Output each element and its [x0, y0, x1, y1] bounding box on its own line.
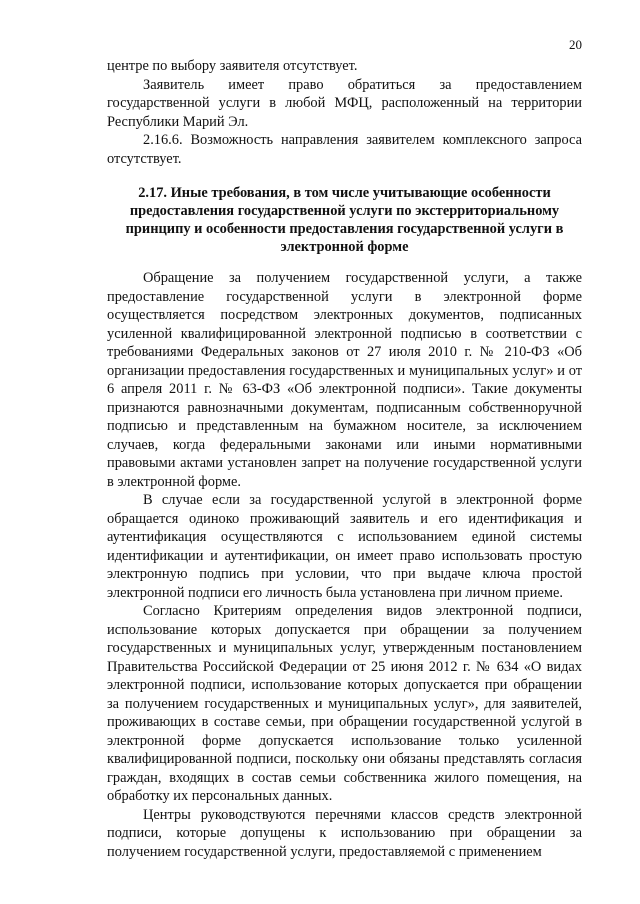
- section-heading-2-17: 2.17. Иные требования, в том числе учитывающие особенности предоставления государственной услуги по экстерриториальному принципу и особенности предоставления государственной услуги в электронной форме: [125, 185, 564, 255]
- page-number: 20: [569, 37, 582, 52]
- paragraph-mfc-right: Заявитель имеет право обратиться за предоставлением государственной услуги в любой МФЦ, расположенный на территории Республики Марий Эл.: [107, 76, 582, 130]
- paragraph-2-16-6: 2.16.6. Возможность направления заявителем комплексного запроса отсутствует.: [107, 132, 582, 167]
- paragraph-signature-criteria: Согласно Критериям определения видов электронной подписи, использование которых допускается при обращении за получением государственных и муниципальных услуг, утвержденным постановлением Правительства Российской Федерации от 25 июня 2012 г. № 634 «О видах электронной подписи, использование которых допускается при обращении за получением государственных и муниципальных услуг», для заявителей, проживающих в составе семьи, при обращении государственной услугой в электронной форме допускается использование только усиленной квалифицированной подписи, поскольку они обязаны представлять согласия граждан, входящих в состав семьи собственника жилого помещения, на обработку их персональных данных.: [107, 603, 582, 804]
- paragraph-centers-guidance: Центры руководствуются перечнями классов средств электронной подписи, которые допущены к использованию при обращении за получением государственной услуги, предоставляемой с применением: [107, 806, 582, 860]
- paragraph-continuation: центре по выбору заявителя отсутствует.: [107, 58, 358, 74]
- paragraph-simple-signature: В случае если за государственной услугой в электронной форме обращается одиноко проживающий заявитель и его идентификация и аутентификация осуществляются с использованием единой системы идентификации и аутентификации, он имеет право использовать простую электронную подпись при условии, что при выдаче ключа простой электронной подписи его личность была установлена при личном приеме.: [107, 492, 582, 601]
- paragraph-electronic-documents: Обращение за получением государственной услуги, а также предоставление государственной услуги в электронной форме осуществляется посредством электронных документов, подписанных усиленной квалифицированной электронной подписью в соответствии с требованиями Федеральных законов от 27 июля 2010 г. № 210-ФЗ «Об организации предоставления государственных и муниципальных услуг» и от 6 апреля 2011 г. № 63-ФЗ «Об электронной подписи». Такие документы признаются равнозначными документам, подписанным собственноручной подписью и представленным на бумажном носителе, за исключением случаев, когда федеральными законами или иными нормативными правовыми актами установлен запрет на получение государственной услуги в электронной форме.: [107, 270, 582, 490]
- page-content: [107, 57, 582, 861]
